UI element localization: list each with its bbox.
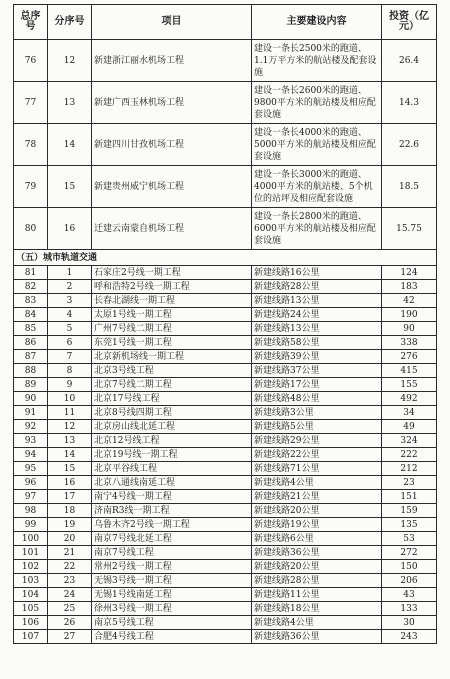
total-no-cell: 100 xyxy=(14,532,48,546)
total-no-cell: 79 xyxy=(14,166,48,208)
sub-no-cell: 6 xyxy=(48,336,92,350)
table-row xyxy=(14,574,437,588)
investment-cell: 22.6 xyxy=(382,124,437,166)
sub-no-cell: 13 xyxy=(48,82,92,124)
investment-cell: 150 xyxy=(382,560,437,574)
sub-no-cell: 13 xyxy=(48,434,92,448)
content-cell: 建设一条长2800米的跑道、6000平方米的航站楼及相应配套设施 xyxy=(252,208,382,250)
project-cell: 南宁4号线一期工程 xyxy=(92,490,252,504)
project-cell: 石家庄2号线一期工程 xyxy=(92,266,252,280)
sub-no-cell: 14 xyxy=(48,448,92,462)
project-cell: 长春北湖线一期工程 xyxy=(92,294,252,308)
header-total-no: 总序号 xyxy=(14,5,48,40)
content-cell: 新建线路24公里 xyxy=(252,308,382,322)
table-header-row xyxy=(14,5,437,40)
investment-cell: 133 xyxy=(382,602,437,616)
table-row xyxy=(14,602,437,616)
investment-cell: 415 xyxy=(382,364,437,378)
project-cell: 乌鲁木齐2号线一期工程 xyxy=(92,518,252,532)
sub-no-cell: 23 xyxy=(48,574,92,588)
total-no-cell: 82 xyxy=(14,280,48,294)
sub-no-cell: 14 xyxy=(48,124,92,166)
project-cell: 东莞1号线一期工程 xyxy=(92,336,252,350)
sub-no-cell: 20 xyxy=(48,532,92,546)
content-cell: 新建线路36公里 xyxy=(252,546,382,560)
header-sub-no: 分序号 xyxy=(48,5,92,40)
sub-no-cell: 5 xyxy=(48,322,92,336)
investment-cell: 324 xyxy=(382,434,437,448)
table-row xyxy=(14,420,437,434)
total-no-cell: 101 xyxy=(14,546,48,560)
total-no-cell: 94 xyxy=(14,448,48,462)
transit-rows xyxy=(14,266,437,644)
project-cell: 广州7号线二期工程 xyxy=(92,322,252,336)
table-row xyxy=(14,434,437,448)
content-cell: 新建线路13公里 xyxy=(252,322,382,336)
investment-cell: 30 xyxy=(382,616,437,630)
section-title: （五）城市轨道交通 xyxy=(14,250,437,266)
project-cell: 北京8号线四期工程 xyxy=(92,406,252,420)
content-cell: 新建线路20公里 xyxy=(252,560,382,574)
investment-cell: 43 xyxy=(382,588,437,602)
content-cell: 新建线路3公里 xyxy=(252,406,382,420)
table-row xyxy=(14,308,437,322)
table-row xyxy=(14,462,437,476)
table-row xyxy=(14,448,437,462)
investment-cell: 135 xyxy=(382,518,437,532)
total-no-cell: 80 xyxy=(14,208,48,250)
table-row xyxy=(14,82,437,124)
project-cell: 呼和浩特2号线一期工程 xyxy=(92,280,252,294)
sub-no-cell: 25 xyxy=(48,602,92,616)
total-no-cell: 96 xyxy=(14,476,48,490)
sub-no-cell: 11 xyxy=(48,406,92,420)
total-no-cell: 104 xyxy=(14,588,48,602)
content-cell: 建设一条长2600米的跑道、9800平方米的航站楼及相应配套设施 xyxy=(252,82,382,124)
total-no-cell: 87 xyxy=(14,350,48,364)
table-row xyxy=(14,364,437,378)
content-cell: 新建线路48公里 xyxy=(252,392,382,406)
content-cell: 新建线路17公里 xyxy=(252,378,382,392)
sub-no-cell: 8 xyxy=(48,364,92,378)
content-cell: 建设一条长4000米的跑道、5000平方米的航站楼及相应配套设施 xyxy=(252,124,382,166)
investment-cell: 151 xyxy=(382,490,437,504)
content-cell: 新建线路58公里 xyxy=(252,336,382,350)
sub-no-cell: 1 xyxy=(48,266,92,280)
table-row xyxy=(14,280,437,294)
content-cell: 新建线路4公里 xyxy=(252,476,382,490)
table-row xyxy=(14,616,437,630)
total-no-cell: 86 xyxy=(14,336,48,350)
table-row xyxy=(14,336,437,350)
table-row xyxy=(14,546,437,560)
table-row xyxy=(14,406,437,420)
total-no-cell: 84 xyxy=(14,308,48,322)
project-cell: 新建四川甘孜机场工程 xyxy=(92,124,252,166)
project-cell: 南京7号线北延工程 xyxy=(92,532,252,546)
investment-cell: 53 xyxy=(382,532,437,546)
project-cell: 南京7号线工程 xyxy=(92,546,252,560)
sub-no-cell: 17 xyxy=(48,490,92,504)
total-no-cell: 105 xyxy=(14,602,48,616)
table-row xyxy=(14,322,437,336)
project-cell: 无锡1号线南延工程 xyxy=(92,588,252,602)
project-cell: 常州2号线一期工程 xyxy=(92,560,252,574)
project-cell: 北京12号线工程 xyxy=(92,434,252,448)
investment-cell: 34 xyxy=(382,406,437,420)
content-cell: 新建线路19公里 xyxy=(252,518,382,532)
table-row xyxy=(14,476,437,490)
content-cell: 建设一条长3000米的跑道、4000平方米的航站楼、5个机位的站坪及相应配套设施 xyxy=(252,166,382,208)
sub-no-cell: 2 xyxy=(48,280,92,294)
investment-cell: 90 xyxy=(382,322,437,336)
table-row xyxy=(14,350,437,364)
total-no-cell: 88 xyxy=(14,364,48,378)
table-row xyxy=(14,630,437,644)
content-cell: 新建线路11公里 xyxy=(252,588,382,602)
total-no-cell: 102 xyxy=(14,560,48,574)
total-no-cell: 89 xyxy=(14,378,48,392)
sub-no-cell: 18 xyxy=(48,504,92,518)
project-table xyxy=(13,4,437,644)
investment-cell: 190 xyxy=(382,308,437,322)
investment-cell: 183 xyxy=(382,280,437,294)
content-cell: 新建线路18公里 xyxy=(252,602,382,616)
header-investment: 投资（亿元） xyxy=(382,5,437,40)
project-cell: 济南R3线一期工程 xyxy=(92,504,252,518)
project-cell: 北京17号线工程 xyxy=(92,392,252,406)
total-no-cell: 83 xyxy=(14,294,48,308)
sub-no-cell: 15 xyxy=(48,166,92,208)
table-row xyxy=(14,490,437,504)
total-no-cell: 93 xyxy=(14,434,48,448)
investment-cell: 49 xyxy=(382,420,437,434)
investment-cell: 26.4 xyxy=(382,40,437,82)
sub-no-cell: 26 xyxy=(48,616,92,630)
table-row xyxy=(14,166,437,208)
investment-cell: 155 xyxy=(382,378,437,392)
sub-no-cell: 15 xyxy=(48,462,92,476)
project-cell: 北京7号线二期工程 xyxy=(92,378,252,392)
content-cell: 新建线路13公里 xyxy=(252,294,382,308)
total-no-cell: 81 xyxy=(14,266,48,280)
content-cell: 新建线路29公里 xyxy=(252,434,382,448)
content-cell: 新建线路37公里 xyxy=(252,364,382,378)
project-cell: 新建浙江丽水机场工程 xyxy=(92,40,252,82)
investment-cell: 124 xyxy=(382,266,437,280)
section-row xyxy=(14,250,437,266)
investment-cell: 23 xyxy=(382,476,437,490)
total-no-cell: 90 xyxy=(14,392,48,406)
table-row xyxy=(14,588,437,602)
content-cell: 新建线路28公里 xyxy=(252,574,382,588)
total-no-cell: 85 xyxy=(14,322,48,336)
header-project: 项目 xyxy=(92,5,252,40)
table-row xyxy=(14,124,437,166)
investment-cell: 206 xyxy=(382,574,437,588)
project-cell: 北京新机场线一期工程 xyxy=(92,350,252,364)
total-no-cell: 103 xyxy=(14,574,48,588)
airport-rows xyxy=(14,40,437,250)
content-cell: 新建线路5公里 xyxy=(252,420,382,434)
table-row xyxy=(14,560,437,574)
table-row xyxy=(14,504,437,518)
investment-cell: 212 xyxy=(382,462,437,476)
content-cell: 新建线路4公里 xyxy=(252,616,382,630)
investment-cell: 159 xyxy=(382,504,437,518)
investment-cell: 14.3 xyxy=(382,82,437,124)
table-row xyxy=(14,392,437,406)
content-cell: 新建线路21公里 xyxy=(252,490,382,504)
total-no-cell: 99 xyxy=(14,518,48,532)
sub-no-cell: 16 xyxy=(48,476,92,490)
total-no-cell: 95 xyxy=(14,462,48,476)
project-cell: 北京八通线南延工程 xyxy=(92,476,252,490)
content-cell: 新建线路22公里 xyxy=(252,448,382,462)
total-no-cell: 98 xyxy=(14,504,48,518)
sub-no-cell: 21 xyxy=(48,546,92,560)
table-row xyxy=(14,40,437,82)
sub-no-cell: 24 xyxy=(48,588,92,602)
header-content: 主要建设内容 xyxy=(252,5,382,40)
project-cell: 新建广西玉林机场工程 xyxy=(92,82,252,124)
investment-cell: 276 xyxy=(382,350,437,364)
project-cell: 北京19号线一期工程 xyxy=(92,448,252,462)
project-cell: 太原1号线一期工程 xyxy=(92,308,252,322)
project-cell: 南京5号线工程 xyxy=(92,616,252,630)
content-cell: 新建线路20公里 xyxy=(252,504,382,518)
sub-no-cell: 7 xyxy=(48,350,92,364)
content-cell: 新建线路6公里 xyxy=(252,532,382,546)
project-cell: 北京平谷线工程 xyxy=(92,462,252,476)
content-cell: 新建线路71公里 xyxy=(252,462,382,476)
project-cell: 迁建云南蒙自机场工程 xyxy=(92,208,252,250)
sub-no-cell: 12 xyxy=(48,420,92,434)
investment-cell: 272 xyxy=(382,546,437,560)
table-row xyxy=(14,266,437,280)
sub-no-cell: 4 xyxy=(48,308,92,322)
total-no-cell: 78 xyxy=(14,124,48,166)
investment-cell: 222 xyxy=(382,448,437,462)
table-row xyxy=(14,294,437,308)
sub-no-cell: 10 xyxy=(48,392,92,406)
investment-cell: 18.5 xyxy=(382,166,437,208)
total-no-cell: 77 xyxy=(14,82,48,124)
content-cell: 新建线路16公里 xyxy=(252,266,382,280)
total-no-cell: 107 xyxy=(14,630,48,644)
sub-no-cell: 22 xyxy=(48,560,92,574)
sub-no-cell: 19 xyxy=(48,518,92,532)
content-cell: 建设一条长2500米的跑道、1.1万平方米的航站楼及配套设施 xyxy=(252,40,382,82)
sub-no-cell: 3 xyxy=(48,294,92,308)
content-cell: 新建线路36公里 xyxy=(252,630,382,644)
project-cell: 无锡3号线一期工程 xyxy=(92,574,252,588)
project-cell: 北京房山线北延工程 xyxy=(92,420,252,434)
total-no-cell: 92 xyxy=(14,420,48,434)
table-row xyxy=(14,378,437,392)
investment-cell: 15.75 xyxy=(382,208,437,250)
investment-cell: 338 xyxy=(382,336,437,350)
sub-no-cell: 12 xyxy=(48,40,92,82)
content-cell: 新建线路28公里 xyxy=(252,280,382,294)
total-no-cell: 106 xyxy=(14,616,48,630)
total-no-cell: 91 xyxy=(14,406,48,420)
total-no-cell: 97 xyxy=(14,490,48,504)
content-cell: 新建线路39公里 xyxy=(252,350,382,364)
table-row xyxy=(14,208,437,250)
total-no-cell: 76 xyxy=(14,40,48,82)
table-row xyxy=(14,532,437,546)
investment-cell: 42 xyxy=(382,294,437,308)
project-cell: 徐州3号线一期工程 xyxy=(92,602,252,616)
sub-no-cell: 27 xyxy=(48,630,92,644)
investment-cell: 243 xyxy=(382,630,437,644)
project-cell: 合肥4号线工程 xyxy=(92,630,252,644)
sub-no-cell: 9 xyxy=(48,378,92,392)
project-cell: 新建贵州威宁机场工程 xyxy=(92,166,252,208)
project-cell: 北京3号线工程 xyxy=(92,364,252,378)
sub-no-cell: 16 xyxy=(48,208,92,250)
investment-cell: 492 xyxy=(382,392,437,406)
table-row xyxy=(14,518,437,532)
